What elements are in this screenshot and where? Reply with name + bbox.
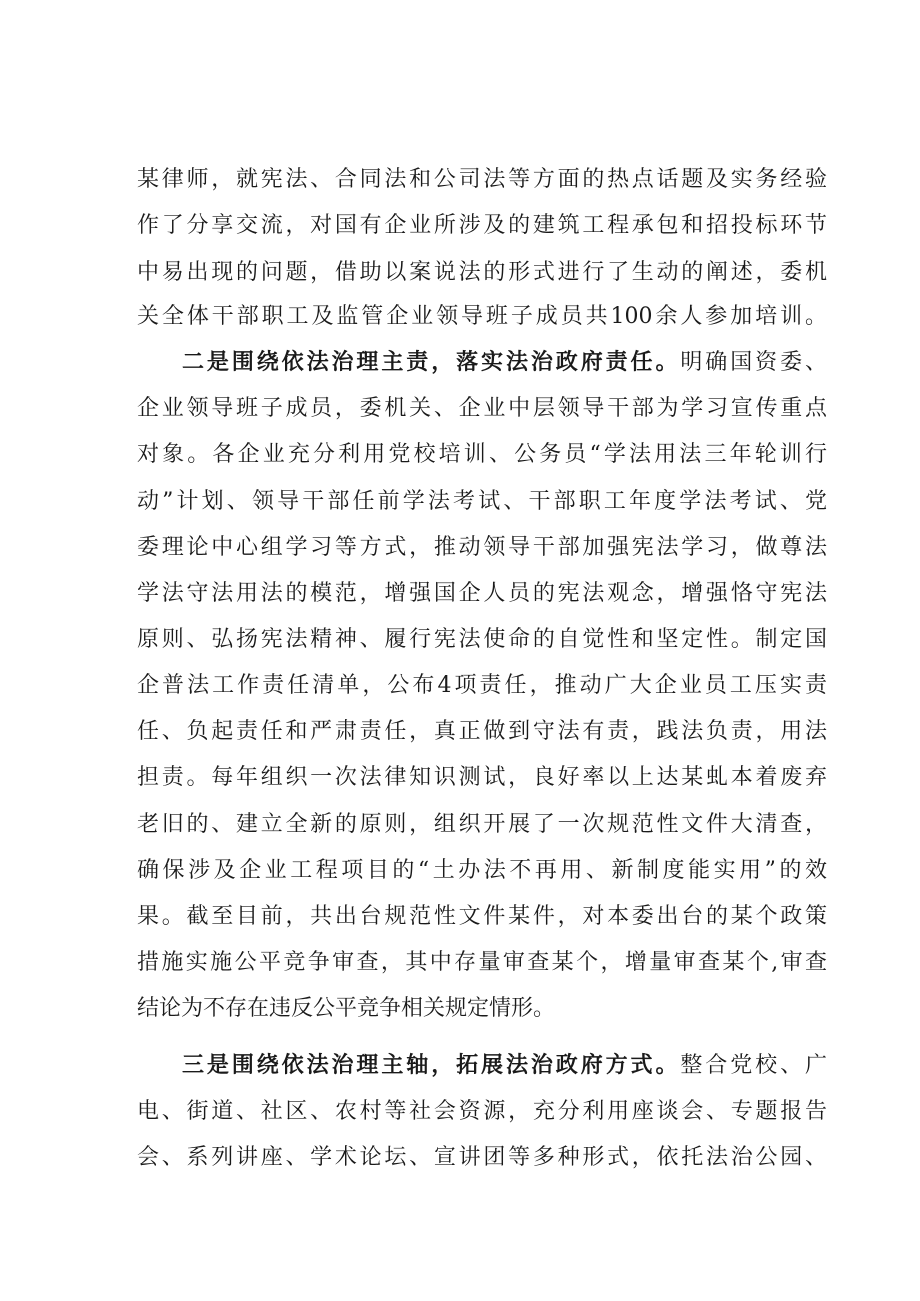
body-text-line: 担责。每年组织一次法律知识测试，良好率以上达某虬本着废弃 xyxy=(137,765,827,790)
body-text-line: 动”计划、领导干部任前学法考试、干部职工年度学法考试、党 xyxy=(137,489,827,514)
body-text-line: 果。截至目前，共出台规范性文件某件，对本委出台的某个政策 xyxy=(137,904,827,929)
body-text-line: 老旧的、建立全新的原则，组织开展了一次规范性文件大清查， xyxy=(137,812,827,837)
body-text-line: 作了分享交流，对国有企业所涉及的建筑工程承包和招投标环节 xyxy=(137,213,827,238)
body-text-line: 确保涉及企业工程项目的“土办法不再用、新制度能实用”的效 xyxy=(137,858,827,883)
body-text-line: 任、负起责任和严肃责任，真正做到守法有责，践法负责，用法 xyxy=(137,719,827,744)
body-text: 整合党校、广 xyxy=(680,1053,827,1078)
body-text-line: 企业领导班子成员，委机关、企业中层领导干部为学习宣传重点 xyxy=(137,396,827,421)
body-text-line: 措施实施公平竞争审查，其中存量审查某个，增量审查某个,审查 xyxy=(137,950,827,975)
body-text-line: 企普法工作责任清单，公布4项责任，推动广大企业员工压实责 xyxy=(137,673,827,698)
body-text-line: 某律师，就宪法、合同法和公司法等方面的热点话题及实务经验 xyxy=(137,167,827,192)
body-text-line: 对象。各企业充分利用党校培训、公务员“学法用法三年轮训行 xyxy=(137,442,827,467)
body-text-line: 中易出现的问题，借助以案说法的形式进行了生动的阐述，委机 xyxy=(137,260,827,285)
paragraph-2-first-line xyxy=(182,348,827,378)
paragraph-2-heading: 二是围绕依法治理主责，落实法治政府责任。 xyxy=(182,350,681,375)
body-text-line: 结论为不存在违反公平竞争相关规定情形。 xyxy=(137,996,556,1021)
body-text-line: 学法守法用法的模范，增强国企人员的宪法观念，增强恪守宪法 xyxy=(137,581,827,606)
paragraph-3-heading: 三是围绕依法治理主轴，拓展法治政府方式。 xyxy=(182,1053,681,1078)
paragraph-3-first-line xyxy=(182,1051,827,1081)
body-text: 明确国资委、 xyxy=(680,350,827,375)
body-text-line: 会、系列讲座、学术论坛、宣讲团等多种形式，依托法治公园、 xyxy=(137,1145,827,1170)
body-text-line: 委理论中心组学习等方式，推动领导干部加强宪法学习，做尊法 xyxy=(137,535,827,560)
body-text-line: 关全体干部职工及监管企业领导班子成员共100余人参加培训。 xyxy=(137,304,827,329)
body-text-line: 电、街道、社区、农村等社会资源，充分利用座谈会、专题报告 xyxy=(137,1099,827,1124)
body-text-line: 原则、弘扬宪法精神、履行宪法使命的自觉性和坚定性。制定国 xyxy=(137,627,827,652)
